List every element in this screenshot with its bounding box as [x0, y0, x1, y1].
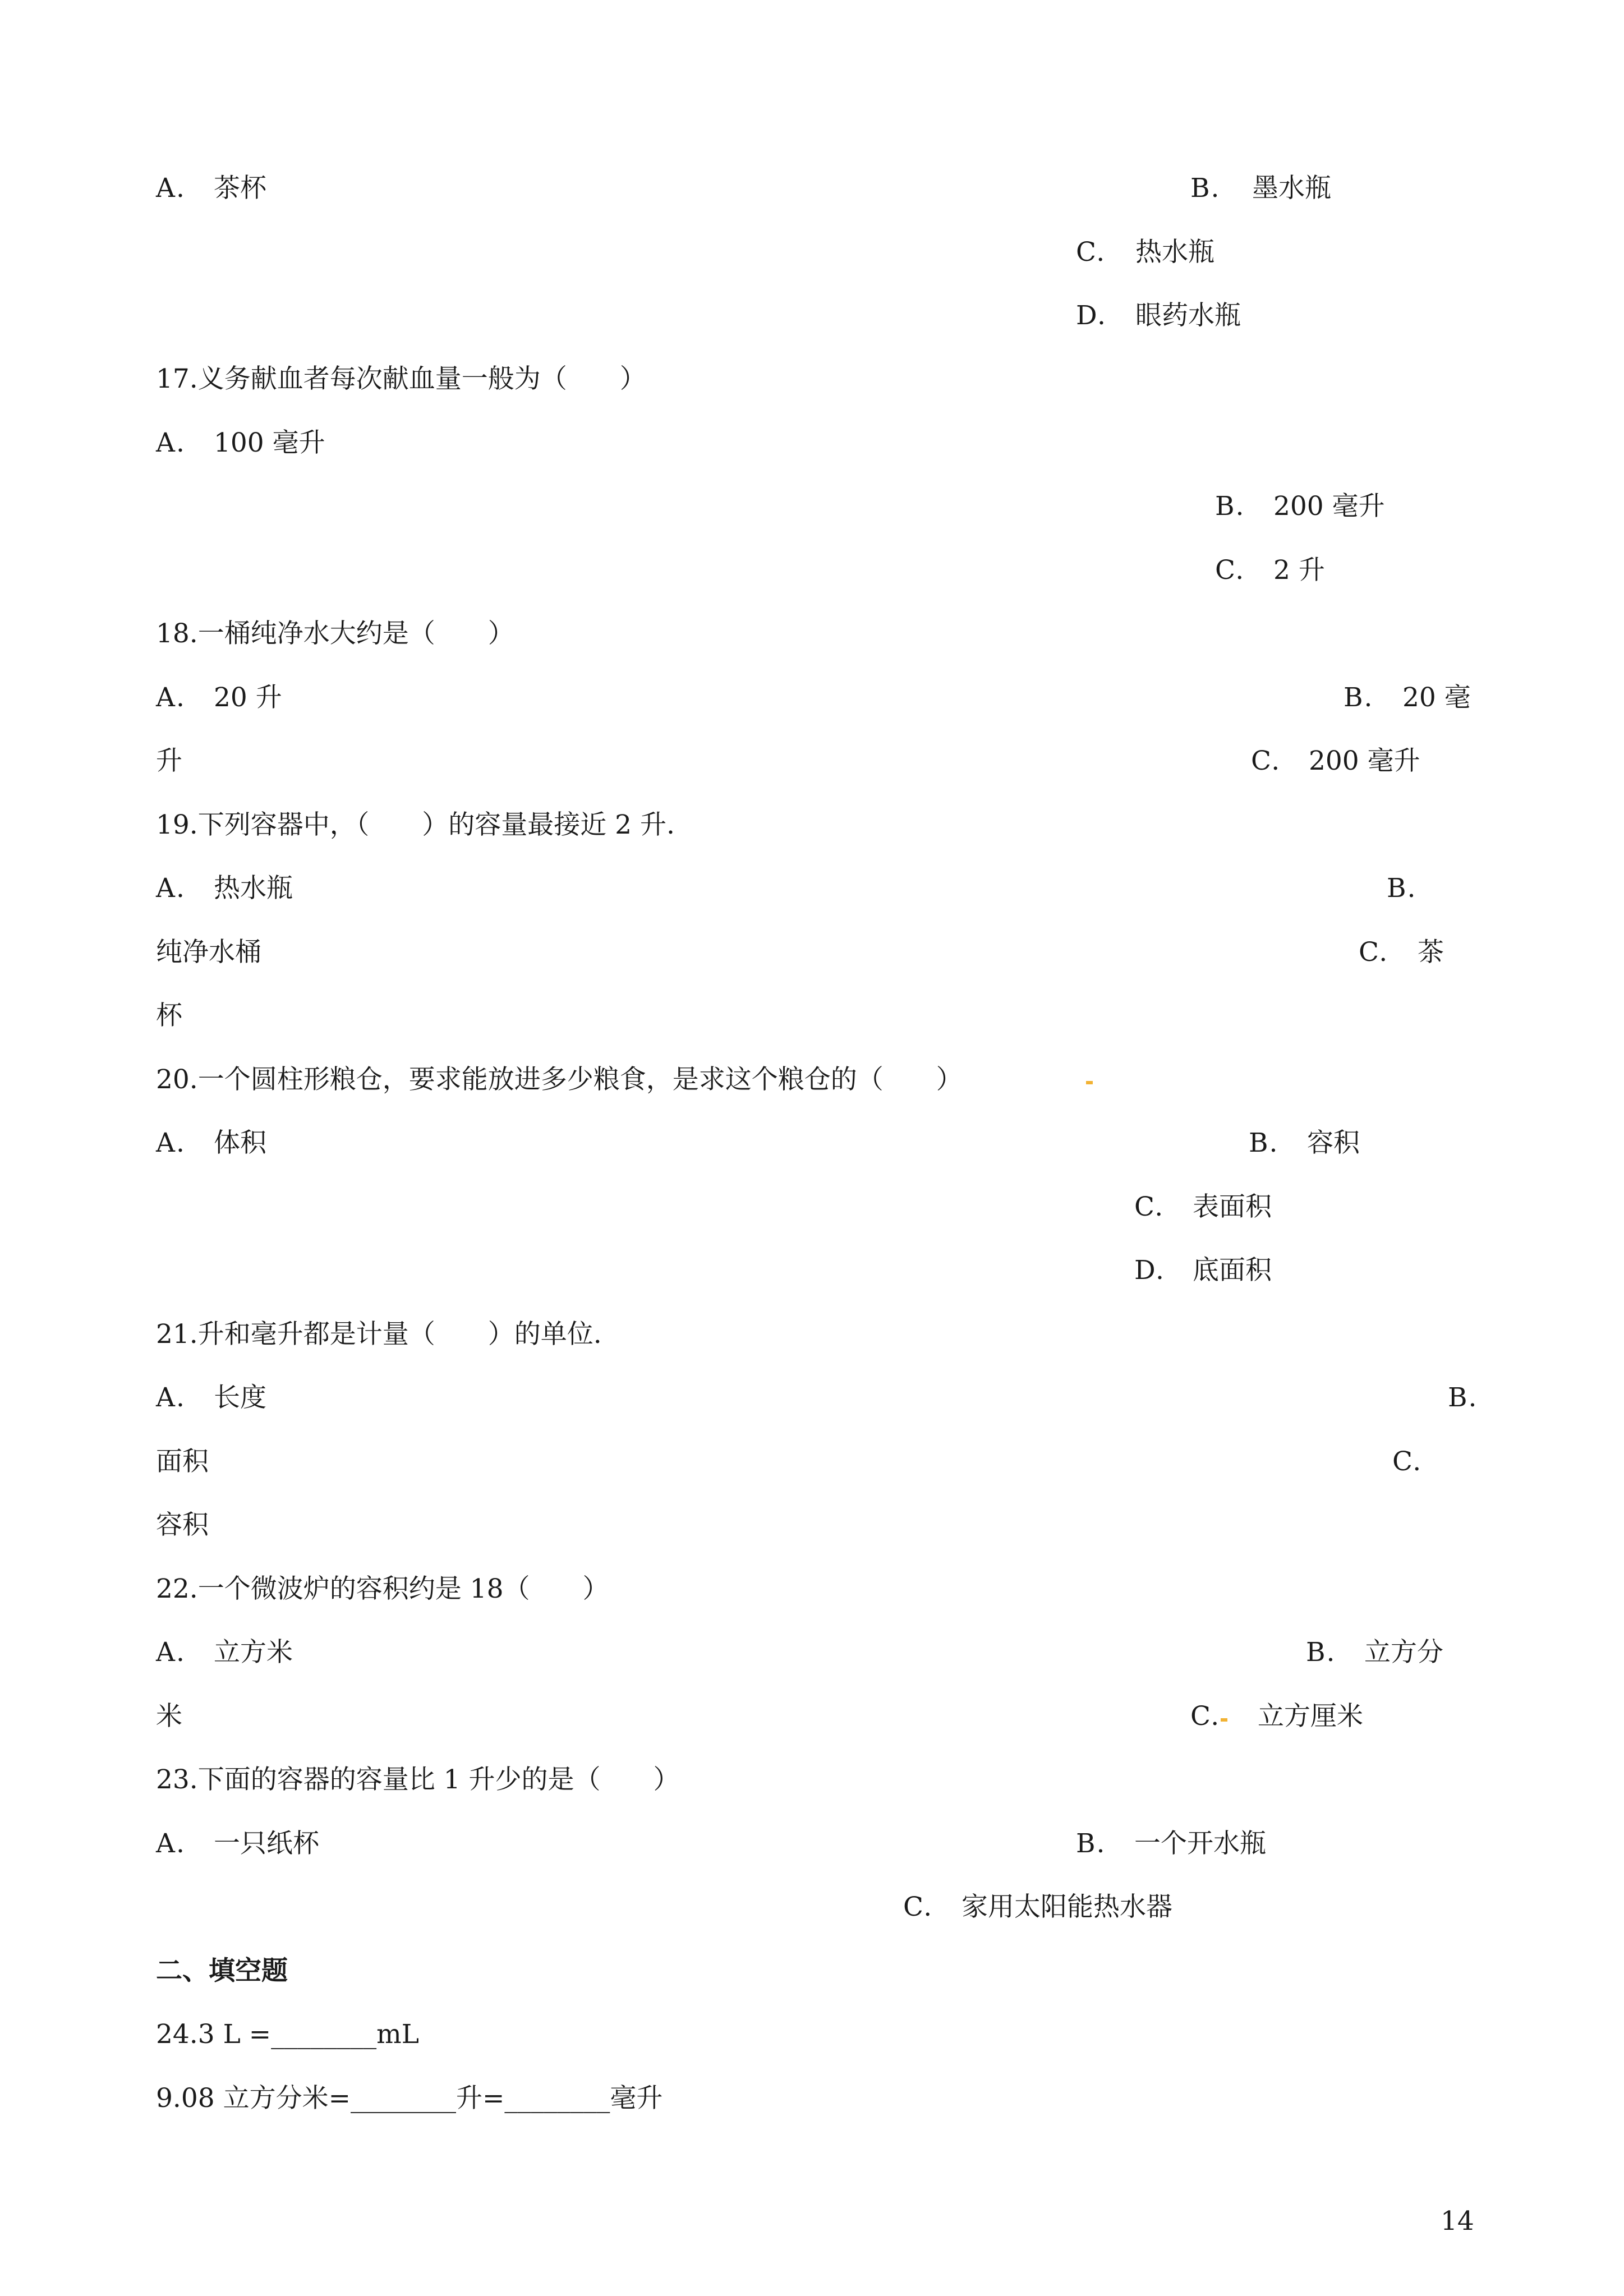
q16-option-b-text: 墨水瓶	[1252, 173, 1331, 204]
q18-option-a-text: 20 升	[214, 682, 282, 713]
q20-option-a-text: 体积	[214, 1128, 266, 1158]
q16-option-c-text: 热水瓶	[1135, 237, 1214, 268]
q20-option-b-label: B.	[1249, 1128, 1279, 1158]
q18-stem: 18.一桶纯净水大约是（ ）	[156, 618, 514, 649]
q18-option-b-text-wrap: 升	[156, 746, 182, 776]
q22-option-a-label: A.	[156, 1637, 186, 1668]
q22-option-b-label: B.	[1306, 1637, 1336, 1668]
q21-option-a-text: 长度	[214, 1382, 266, 1413]
section-title: 二、填空题	[156, 1955, 288, 1986]
q17-option-a-label: A.	[156, 427, 186, 458]
q18-option-c-label: C.	[1251, 746, 1281, 776]
q17-option-c-label: C.	[1215, 555, 1245, 586]
q20-stem: 20.一个圆柱形粮仓，要求能放进多少粮食，是求这个粮仓的（ ）	[156, 1064, 963, 1095]
highlight-mark	[1221, 1718, 1227, 1722]
q19-stem: 19.下列容器中，（ ）的容量最接近 2 升.	[156, 809, 675, 840]
q22-option-a-text: 立方米	[214, 1637, 293, 1668]
q16-option-c-label: C.	[1076, 237, 1106, 268]
q23-option-c-label: C.	[903, 1892, 933, 1922]
q17-stem: 17.义务献血者每次献血量一般为（ ）	[156, 364, 646, 394]
q19-option-b-text-wrap: 纯净水桶	[156, 937, 261, 968]
q21-option-a-label: A.	[156, 1382, 186, 1413]
q23-stem: 23.下面的容器的容量比 1 升少的是（ ）	[156, 1764, 680, 1795]
q21-option-b-label: B.	[1448, 1382, 1478, 1413]
q21-option-c-label: C.	[1392, 1446, 1423, 1477]
q20-option-c-label: C.	[1134, 1191, 1165, 1222]
q20-option-b-text: 容积	[1307, 1128, 1360, 1158]
q20-option-a-label-left: A.	[156, 1128, 186, 1158]
q19-option-c-text: 茶	[1418, 937, 1444, 968]
q17-option-c-text: 2 升	[1273, 555, 1325, 586]
q16-option-d-label: D.	[1076, 300, 1107, 331]
q17-option-b-text: 200 毫升	[1273, 491, 1385, 522]
q19-option-c-text-wrap: 杯	[156, 1000, 182, 1031]
page-number: 14	[1441, 2206, 1474, 2237]
q18-option-a-label: A.	[156, 682, 186, 713]
q18-option-b-text: 20 毫	[1402, 682, 1471, 713]
q21-stem: 21.升和毫升都是计量（ ）的单位.	[156, 1319, 602, 1350]
q21-option-b-text-wrap: 面积	[156, 1446, 209, 1477]
q22-option-b-text-wrap: 米	[156, 1701, 182, 1732]
q19-option-a-text: 热水瓶	[214, 873, 293, 904]
q19-option-a-label: A.	[156, 873, 186, 904]
q23-option-c-text: 家用太阳能热水器	[961, 1892, 1172, 1922]
q17-option-b-label: B.	[1215, 491, 1245, 522]
q19-option-c-label: C.	[1359, 937, 1389, 968]
q20-option-d-label: D.	[1134, 1255, 1165, 1286]
q23-option-a-text: 一只纸杯	[214, 1828, 319, 1859]
q19-option-b-label: B.	[1387, 873, 1417, 904]
q22-option-b-text: 立方分	[1364, 1637, 1443, 1668]
q16-option-a-label: A.	[156, 173, 186, 204]
q16-option-b-label: B.	[1190, 173, 1221, 204]
q16-option-d-text: 眼药水瓶	[1135, 300, 1241, 331]
q18-option-c-text: 200 毫升	[1309, 746, 1420, 776]
q23-option-b-label: B.	[1076, 1828, 1106, 1859]
q22-option-c-label: C.	[1190, 1701, 1221, 1732]
q22-option-c-text: 立方厘米	[1258, 1701, 1363, 1732]
q24-line-2: 9.08 立方分米=________升=________毫升	[156, 2083, 663, 2114]
q16-option-a-text: 茶杯	[214, 173, 266, 204]
q22-stem: 22.一个微波炉的容积约是 18（ ）	[156, 1573, 609, 1604]
q24-line-1: 24.3 L =________mL	[156, 2019, 419, 2050]
q18-option-b-label: B.	[1344, 682, 1374, 713]
q23-option-a-label: A.	[156, 1828, 186, 1859]
highlight-mark	[1086, 1081, 1093, 1084]
q23-option-b-text: 一个开水瓶	[1134, 1828, 1266, 1859]
q17-option-a-text: 100 毫升	[214, 427, 325, 458]
q21-option-c-text-wrap: 容积	[156, 1510, 209, 1540]
q20-option-d-text: 底面积	[1193, 1255, 1272, 1286]
q20-option-c-text: 表面积	[1193, 1191, 1272, 1222]
